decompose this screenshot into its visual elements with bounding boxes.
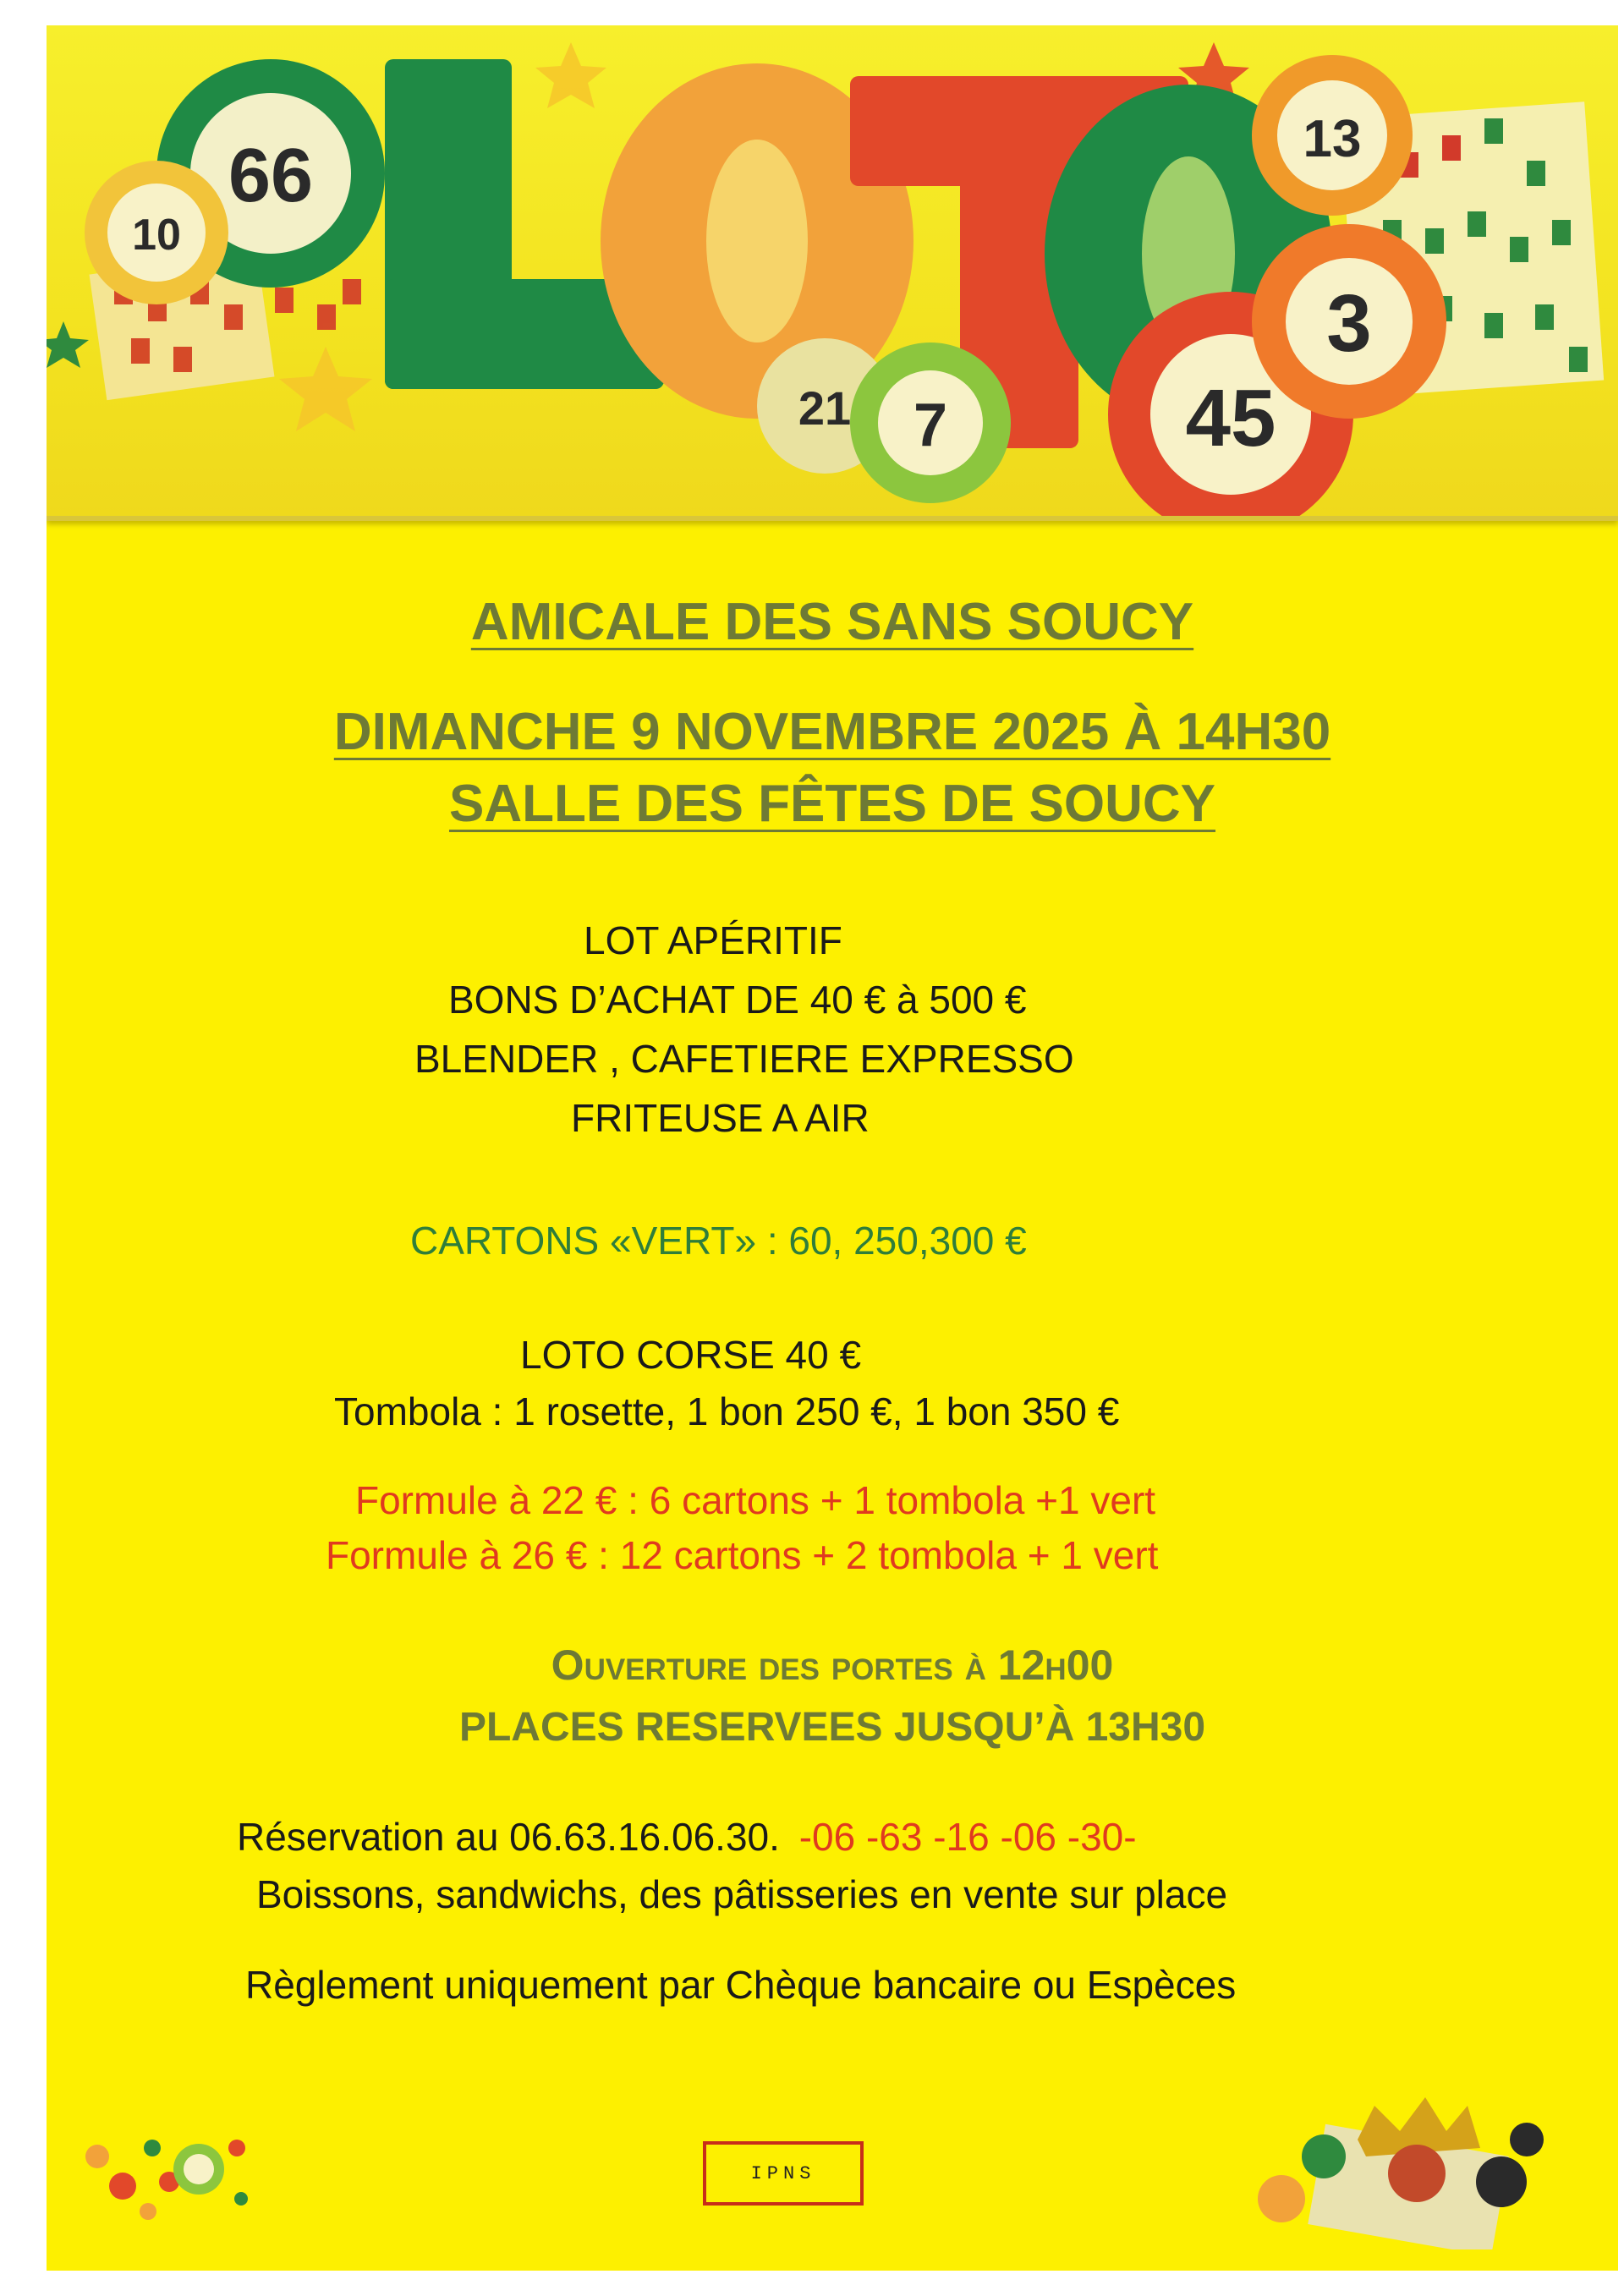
svg-text:7: 7	[913, 392, 948, 459]
star-icon	[279, 347, 372, 431]
reservation-phone-alt: -06 -63 -16 -06 -30-	[798, 1815, 1137, 1859]
ball-7	[850, 342, 1011, 503]
svg-text:10: 10	[132, 211, 181, 260]
association-name: AMICALE DES SANS SOUCY	[470, 593, 1194, 651]
ball-13	[1252, 55, 1413, 216]
event-venue: SALLE DES FÊTES DE SOUCY	[448, 775, 1216, 833]
poster	[47, 25, 1618, 2271]
svg-text:66: 66	[228, 134, 314, 218]
svg-text:21: 21	[798, 381, 852, 435]
boissons: Boissons, sandwichs, des pâtisseries en vente sur place	[256, 1872, 1228, 1916]
ball-3	[1252, 224, 1446, 419]
lot-item: BONS D’ACHAT DE 40 € à 500 €	[448, 978, 1027, 1022]
star-icon	[47, 321, 89, 368]
reglement: Règlement uniquement par Chèque bancaire ou Espèces	[245, 1963, 1237, 2007]
loto-banner	[47, 25, 1618, 521]
bingo-balls-cluster-icon	[72, 2114, 292, 2233]
cartons-vert: CARTONS «VERT» : 60, 250,300 €	[410, 1219, 1027, 1263]
reservation-line	[237, 1814, 1137, 1860]
star-icon	[535, 42, 606, 108]
lot-item: FRITEUSE A AIR	[571, 1096, 870, 1140]
loto-banner-art	[47, 25, 1618, 516]
loto-corse: LOTO CORSE 40 €	[520, 1333, 862, 1377]
ball-10	[85, 161, 228, 304]
svg-text:3: 3	[1326, 278, 1372, 369]
reservation-phone: Réservation au 06.63.16.06.30.	[237, 1815, 780, 1859]
places-reservees: PLACES RESERVEES JUSQU’À 13H30	[458, 1705, 1206, 1750]
ipns-box: IPNS	[703, 2141, 864, 2206]
svg-text:45: 45	[1185, 373, 1276, 463]
crown-bingo-icon	[1231, 2080, 1552, 2249]
formule-26: Formule à 26 € : 12 cartons + 2 tombola + 1 vert	[326, 1533, 1159, 1577]
lot-item: BLENDER , CAFETIERE EXPRESSO	[414, 1037, 1074, 1081]
event-date: DIMANCHE 9 NOVEMBRE 2025 À 14H30	[333, 703, 1331, 761]
lot-item: LOT APÉRITIF	[584, 918, 842, 962]
tombola: Tombola : 1 rosette, 1 bon 250 €, 1 bon 350 €	[334, 1389, 1120, 1433]
svg-text:13: 13	[1303, 110, 1362, 168]
formule-22: Formule à 22 € : 6 cartons + 1 tombola +1 vert	[355, 1478, 1156, 1522]
ouverture-portes: Ouverture des portes à 12h00	[551, 1641, 1114, 1689]
